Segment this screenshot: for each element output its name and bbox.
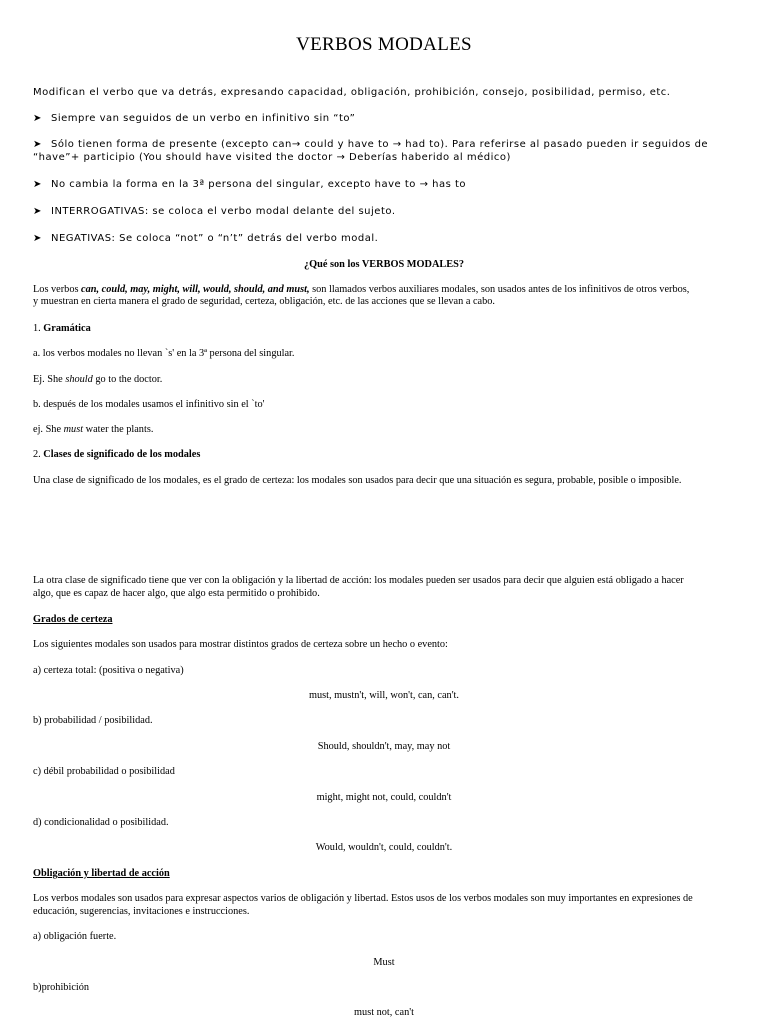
obligacion-heading: Obligación y libertad de acción <box>33 868 170 879</box>
bullet-continuation: “have”+ participio (You should have visited the doctor → Deberías haberido al médico) <box>33 152 511 163</box>
section-heading <box>33 323 91 334</box>
modal-verbs-list: can, could, may, might, will, would, should, and must, <box>81 284 310 295</box>
obligation-examples: must not, can't <box>354 1007 414 1018</box>
example-modal: should <box>65 374 93 385</box>
bullet-item <box>33 113 355 124</box>
rule-b: b. después de los modales usamos el infinitivo sin el `to' <box>33 399 265 410</box>
example-pre: Ej. She <box>33 374 66 385</box>
page-title: VERBOS MODALES <box>296 34 472 55</box>
question-heading: ¿Qué son los VERBOS MODALES? <box>303 259 465 270</box>
bullet-text: NEGATIVAS: Se coloca “not” o “n’t” detrás del verbo modal. <box>51 233 379 244</box>
definition-line <box>33 284 689 295</box>
certainty-label: b) probabilidad / posibilidad. <box>33 715 153 726</box>
grados-intro: Los siguientes modales son usados para mostrar distintos grados de certeza sobre un hecho o evento: <box>33 639 448 650</box>
bullet-item <box>33 139 708 150</box>
obligacion-line-2: educación, sugerencias, invitaciones e instrucciones. <box>33 906 250 917</box>
example-pre: ej. She <box>33 424 64 435</box>
arrow-bullet-icon: ➤ <box>33 113 42 124</box>
example-sentence <box>33 374 162 385</box>
grados-heading: Grados de certeza <box>33 614 113 625</box>
section-label: Gramática <box>43 323 91 334</box>
bullet-text: INTERROGATIVAS: se coloca el verbo modal delante del sujeto. <box>51 206 396 217</box>
bullet-item <box>33 206 396 217</box>
clase-obligacion-line-1: La otra clase de significado tiene que ver con la obligación y la libertad de acción: los modales pueden ser usados para decir que alguien está obligado a hacer <box>33 575 684 586</box>
obligation-examples: Must <box>373 957 395 968</box>
arrow-bullet-icon: ➤ <box>33 139 42 150</box>
example-post: go to the doctor. <box>92 374 163 385</box>
obligacion-line-1: Los verbos modales son usados para expresar aspectos varios de obligación y libertad. Estos usos de los verbos modales son muy importantes en expresiones de <box>33 893 693 904</box>
certainty-label: c) débil probabilidad o posibilidad <box>33 766 175 777</box>
certainty-examples: Should, shouldn't, may, may not <box>317 741 451 752</box>
certainty-examples: must, mustn't, will, won't, can, can't. <box>309 690 459 701</box>
intro-text: Modifican el verbo que va detrás, expresando capacidad, obligación, prohibición, consejo, posibilidad, permiso, etc. <box>33 87 671 98</box>
arrow-bullet-icon: ➤ <box>33 233 42 244</box>
section-number: 1. <box>33 323 44 334</box>
obligation-label: b)prohibición <box>33 982 90 993</box>
bullet-text: Siempre van seguidos de un verbo en infinitivo sin “to” <box>51 113 356 124</box>
section-number: 2. <box>33 449 44 460</box>
bullet-text: No cambia la forma en la 3ª persona del singular, excepto have to → has to <box>51 179 467 190</box>
bullet-item <box>33 179 466 190</box>
example-modal: must <box>63 424 84 435</box>
section-heading <box>33 449 200 460</box>
clase-obligacion-line-2: algo, que es capaz de hacer algo, que algo esta permitido o prohibido. <box>33 588 320 599</box>
certainty-label: d) condicionalidad o posibilidad. <box>33 817 169 828</box>
example-sentence <box>33 424 153 435</box>
certainty-label: a) certeza total: (positiva o negativa) <box>33 665 184 676</box>
rule-a: a. los verbos modales no llevan `s' en la 3ª persona del singular. <box>33 348 295 359</box>
example-post: water the plants. <box>83 424 154 435</box>
section-label: Clases de significado de los modales <box>43 449 201 460</box>
obligation-label: a) obligación fuerte. <box>33 931 117 942</box>
clase-certeza-text: Una clase de significado de los modales, es el grado de certeza: los modales son usados para decir que una situación es segura, probable, posible o imposible. <box>33 475 682 486</box>
bullet-item <box>33 233 378 244</box>
certainty-examples: Would, wouldn't, could, couldn't. <box>315 842 453 853</box>
bullet-text: Sólo tienen forma de presente (excepto can→ could y have to → had to). Para referirse al pasado pueden ir seguidos de <box>51 139 709 150</box>
arrow-bullet-icon: ➤ <box>33 179 42 190</box>
definition-pre: Los verbos <box>33 284 82 295</box>
arrow-bullet-icon: ➤ <box>33 206 42 217</box>
certainty-examples: might, might not, could, couldn't <box>316 792 452 803</box>
definition-line-2: y muestran en cierta manera el grado de seguridad, certeza, obligación, etc. de las acciones que se llevan a cabo. <box>33 296 495 307</box>
definition-post: son llamados verbos auxiliares modales, son usados antes de los infinitivos de otros verbos, <box>309 284 690 295</box>
